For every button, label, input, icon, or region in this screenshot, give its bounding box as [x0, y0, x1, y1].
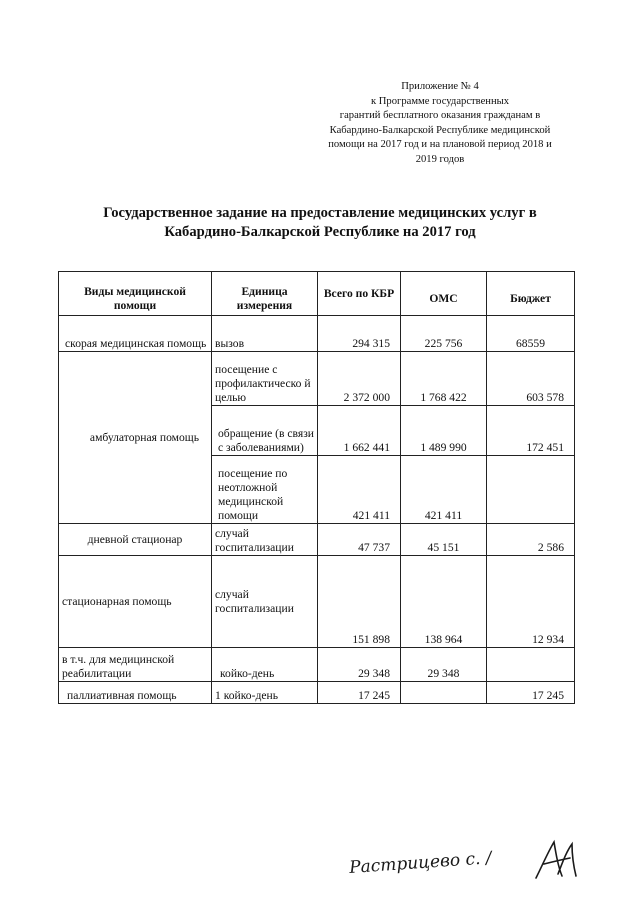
- table-header-row: [59, 272, 575, 316]
- signature-text: Растрицево с. /: [348, 848, 493, 878]
- row-total: 1 662 441: [318, 406, 401, 456]
- header-kind: Виды медицинской помощи: [59, 272, 212, 316]
- appendix-line: к Программе государственных: [370, 95, 510, 107]
- table-row: [59, 352, 575, 406]
- appendix-line: помощи на 2017 год и на плановой период 2018 и: [328, 139, 552, 151]
- row-unit: случай госпитализации: [212, 524, 318, 556]
- appendix-line: гарантий бесплатного оказания гражданам в: [339, 110, 541, 122]
- appendix-line: 2019 годов: [415, 153, 465, 165]
- table-row: [59, 524, 575, 556]
- row-budget: 68559: [487, 316, 575, 352]
- header-unit: Единица измерения: [212, 272, 318, 316]
- row-kind: дневной стационар: [59, 524, 212, 556]
- row-oms: 1 489 990: [401, 406, 487, 456]
- row-budget: 603 578: [487, 352, 575, 406]
- row-kind: амбулаторная помощь: [59, 352, 212, 524]
- row-budget: 172 451: [487, 406, 575, 456]
- row-budget: [487, 648, 575, 682]
- row-total: 421 411: [318, 456, 401, 524]
- row-oms: [401, 682, 487, 704]
- row-kind: в т.ч. для медицинской реабилитации: [59, 648, 212, 682]
- signature-mark: [532, 838, 580, 882]
- appendix-line: Приложение № 4: [401, 81, 479, 92]
- row-oms: 225 756: [401, 316, 487, 352]
- row-total: 29 348: [318, 648, 401, 682]
- row-unit: койко-день: [212, 648, 318, 682]
- row-unit: обращение (в связи с заболеваниями): [212, 406, 318, 456]
- row-unit: посещение по неотложной медицинской помощи: [212, 456, 318, 524]
- row-unit: посещение с профилактическо й целью: [212, 352, 318, 406]
- row-budget: 12 934: [487, 556, 575, 648]
- row-total: 151 898: [318, 556, 401, 648]
- row-oms: 421 411: [401, 456, 487, 524]
- row-oms: 45 151: [401, 524, 487, 556]
- header-oms: ОМС: [401, 272, 487, 316]
- row-total: 294 315: [318, 316, 401, 352]
- title-line-1: Государственное задание на предоставление медицинских услуг в: [103, 205, 537, 221]
- document-title: [70, 204, 570, 242]
- header-total: Всего по КБР: [318, 272, 401, 316]
- appendix-header: [300, 80, 580, 168]
- row-kind: скорая медицинская помощь: [59, 316, 212, 352]
- table-row: [59, 682, 575, 704]
- row-unit: вызов: [212, 316, 318, 352]
- row-total: 17 245: [318, 682, 401, 704]
- table-row: [59, 648, 575, 682]
- appendix-line: Кабардино-Балкарской Республике медицинской: [329, 124, 551, 136]
- row-total: 47 737: [318, 524, 401, 556]
- row-budget: 17 245: [487, 682, 575, 704]
- header-budget: Бюджет: [487, 272, 575, 316]
- medical-services-table: [58, 271, 575, 704]
- row-oms: 1 768 422: [401, 352, 487, 406]
- row-oms: 138 964: [401, 556, 487, 648]
- row-budget: 2 586: [487, 524, 575, 556]
- row-unit: 1 койко-день: [212, 682, 318, 704]
- table-row: [59, 556, 575, 648]
- row-budget: [487, 456, 575, 524]
- row-kind: паллиативная помощь: [59, 682, 212, 704]
- row-kind: стационарная помощь: [59, 556, 212, 648]
- row-total: 2 372 000: [318, 352, 401, 406]
- row-oms: 29 348: [401, 648, 487, 682]
- table-row: [59, 316, 575, 352]
- title-line-2: Кабардино-Балкарской Республике на 2017 год: [164, 224, 476, 240]
- row-unit: случай госпитализации: [212, 556, 318, 648]
